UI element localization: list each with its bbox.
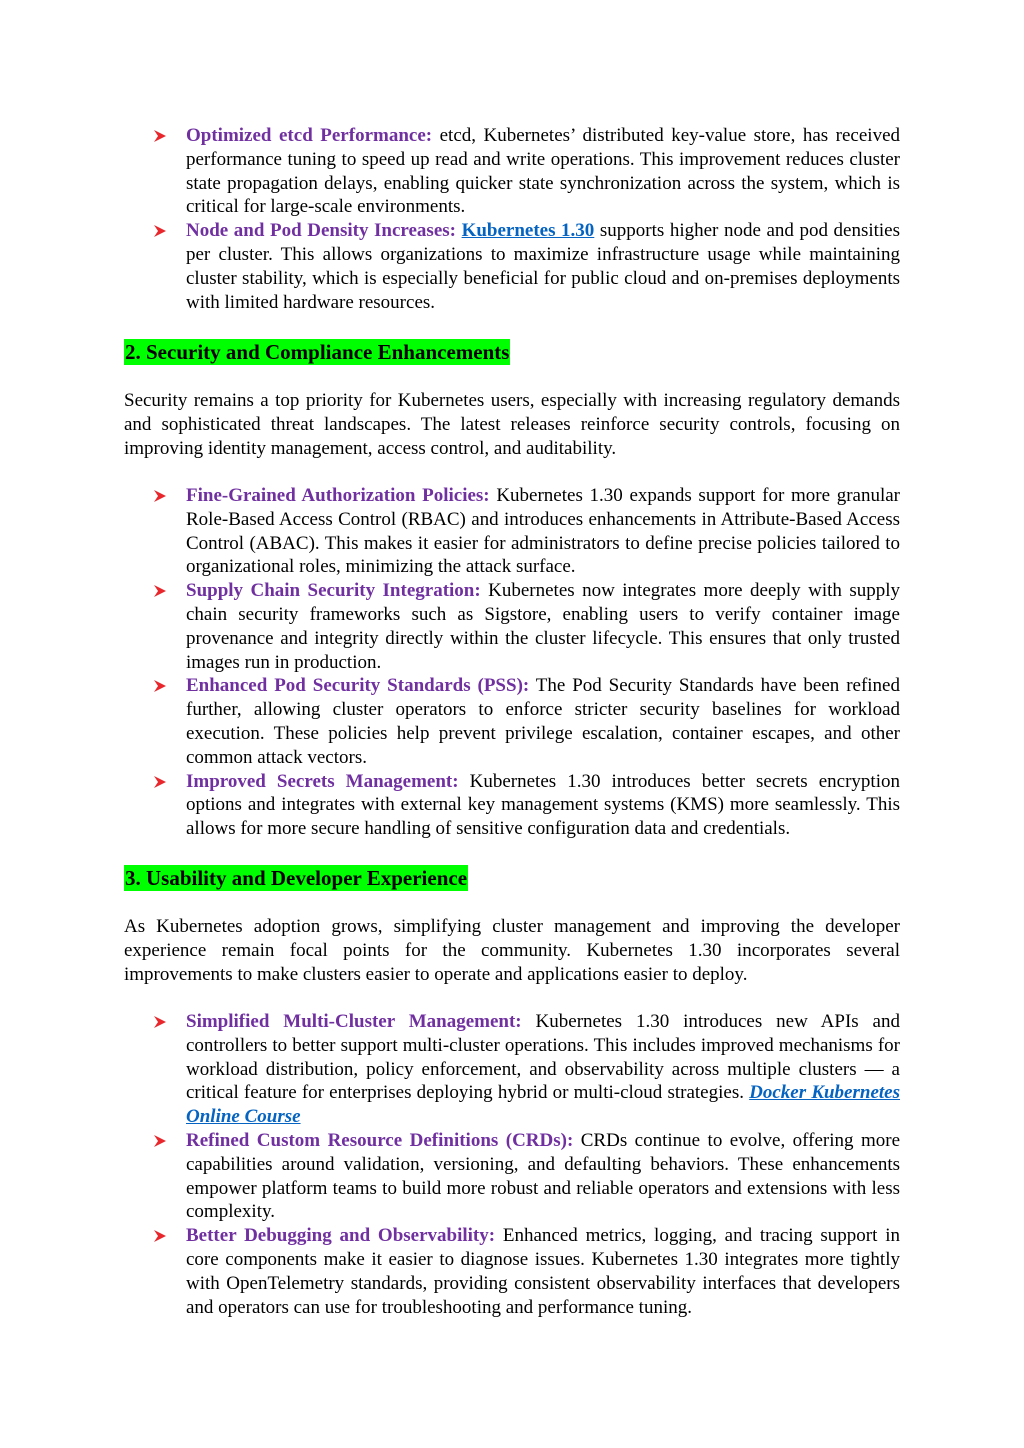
bullet-term: Optimized etcd Performance: bbox=[186, 125, 433, 146]
bullet-text: The Pod Security Standards have been refined further, allowing cluster operators to enforce stricter security baselines for workload execution. These policies help prevent privilege escalation, container escapes, and other common attack vectors. bbox=[186, 675, 900, 768]
arrow-bullet-icon bbox=[154, 1135, 166, 1147]
section-heading-usability: 3. Usability and Developer Experience bbox=[125, 866, 468, 890]
bullet-text: Kubernetes 1.30 introduces new APIs and controllers to better support multi-cluster operations. This includes improved mechanisms for workload distribution, policy enforcement, and observability across multiple clusters — a critical feature for enterprises deploying hybrid or multi-cloud strategies. bbox=[186, 1011, 900, 1104]
bullet-text: Kubernetes 1.30 expands support for more granular Role-Based Access Control (RBAC) and introduces enhancements in Attribute-Based Access Control (ABAC). This makes it easier for administrators to define precise policies tailored to organizational roles, minimizing the attack surface. bbox=[186, 485, 900, 578]
arrow-bullet-icon bbox=[154, 130, 166, 142]
bullet-term: Simplified Multi-Cluster Management: bbox=[186, 1011, 522, 1032]
section2-bullet-list bbox=[186, 484, 900, 841]
bullet-text: supports higher node and pod densities per cluster. This allows organizations to maximize infrastructure usage while maintaining cluster stability, which is especially beneficial for public cloud and on-premises deployments with limited hardware resources. bbox=[186, 220, 901, 313]
list-item bbox=[186, 484, 900, 579]
list-item bbox=[186, 219, 900, 314]
bullet-term: Supply Chain Security Integration: bbox=[186, 580, 481, 602]
list-item bbox=[186, 579, 900, 674]
bullet-text: Kubernetes 1.30 introduces better secrets encryption options and integrates with external key management systems (KMS) more seamlessly. This allows for more secure handling of sensitive configuration data and credentials. bbox=[186, 770, 900, 840]
bullet-term: Fine-Grained Authorization Policies: bbox=[186, 485, 490, 506]
kubernetes-130-link[interactable]: Kubernetes 1.30 bbox=[461, 220, 595, 242]
list-item bbox=[186, 124, 900, 219]
list-item bbox=[186, 1224, 900, 1319]
bullet-term: Improved Secrets Management: bbox=[186, 770, 459, 792]
arrow-bullet-icon bbox=[154, 490, 166, 502]
arrow-bullet-icon bbox=[154, 776, 166, 788]
section1-bullet-list bbox=[186, 124, 900, 314]
list-item bbox=[186, 770, 900, 841]
arrow-bullet-icon bbox=[154, 1230, 166, 1242]
bullet-text: Enhanced metrics, logging, and tracing support in core components make it easier to diagnose issues. Kubernetes 1.30 integrates more tightly with OpenTelemetry standards, providing consistent observability interfaces that developers and operators can use for troubleshooting and performance tuning. bbox=[186, 1225, 900, 1318]
list-item bbox=[186, 1129, 900, 1224]
arrow-bullet-icon bbox=[154, 1016, 166, 1028]
bullet-term: Node and Pod Density Increases: bbox=[186, 220, 456, 242]
section-intro-usability: As Kubernetes adoption grows, simplifying cluster management and improving the developer experience remain focal points for the community. Kubernetes 1.30 incorporates several improvements to make clusters easier to operate and applications easier to deploy. bbox=[124, 916, 900, 985]
bullet-text: etcd, Kubernetes’ distributed key-value store, has received performance tuning to speed up read and write operations. This improvement reduces cluster state propagation delays, enabling quicker state synchronization across the system, which is critical for large-scale environments. bbox=[186, 125, 900, 218]
bullet-text: CRDs continue to evolve, offering more capabilities around validation, versioning, and defaulting behaviors. These enhancements empower platform teams to build more robust and reliable operators and extensions with less complexity. bbox=[186, 1129, 901, 1223]
section-heading-security: 2. Security and Compliance Enhancements bbox=[125, 340, 510, 364]
bullet-text: Kubernetes now integrates more deeply with supply chain security frameworks such as Sigstore, enabling users to verify container image provenance and integrity directly within the cluster lifecycle. This ensures that only trusted images run in production. bbox=[186, 580, 901, 673]
bullet-term: Better Debugging and Observability: bbox=[186, 1225, 496, 1247]
section-intro-security: Security remains a top priority for Kubernetes users, especially with increasing regulatory demands and sophisticated threat landscapes. The latest releases reinforce security controls, focusing on improving identity management, access control, and auditability. bbox=[124, 390, 900, 459]
arrow-bullet-icon bbox=[154, 225, 166, 237]
bullet-term: Enhanced Pod Security Standards (PSS): bbox=[186, 675, 530, 697]
arrow-bullet-icon bbox=[154, 680, 166, 692]
list-item bbox=[186, 674, 900, 769]
section3-bullet-list bbox=[186, 1010, 900, 1319]
docker-kubernetes-course-link[interactable]: Docker Kubernetes Online Course bbox=[186, 1082, 900, 1128]
bullet-term: Refined Custom Resource Definitions (CRDs): bbox=[186, 1129, 574, 1151]
list-item bbox=[186, 1010, 900, 1129]
arrow-bullet-icon bbox=[154, 585, 166, 597]
